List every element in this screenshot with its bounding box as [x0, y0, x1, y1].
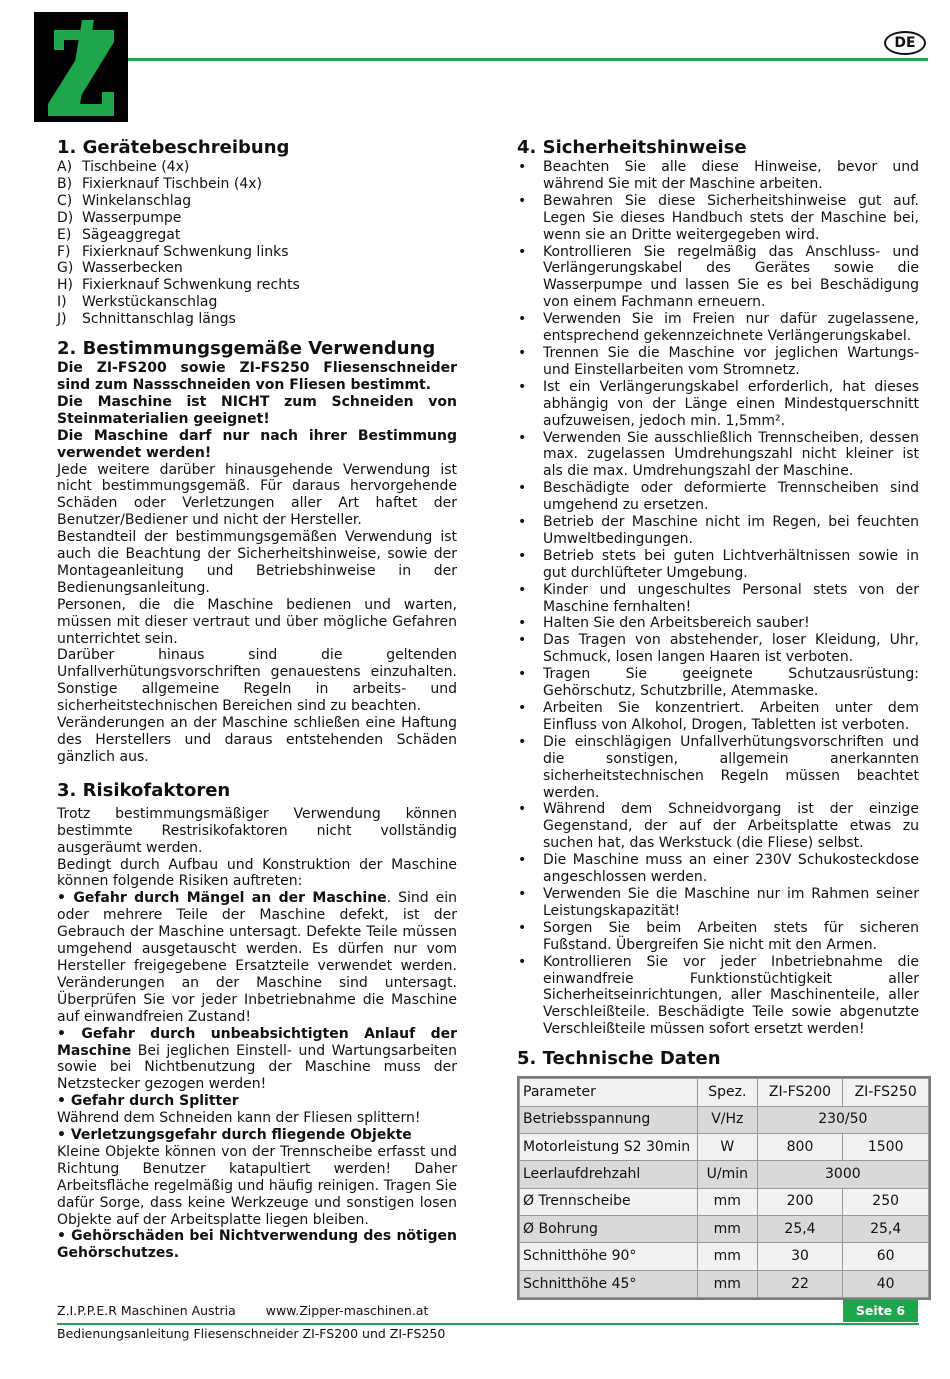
safety-item: • Bewahren Sie diese Sicherheitshinweise gut auf. Legen Sie dieses Handbuch stets der Maschine bei, wenn sie an Dritte weitergegeben wird.: [517, 193, 919, 244]
part-label: Fixierknauf Schwenkung links: [82, 243, 289, 260]
risk-item: [57, 890, 457, 1025]
safety-item: • Während dem Schneidvorgang ist der einzige Gegenstand, der auf der Arbeitsplatte etwas zu suchen hat, das Werkstuck (die Fliese) selbst.: [517, 801, 919, 852]
safety-item: • Arbeiten Sie konzentriert. Arbeiten unter dem Einfluss von Alkohol, Drogen, Tabletten ist verboten.: [517, 700, 919, 734]
section-title-tech-data: 5. Technische Daten: [517, 1048, 721, 1070]
risk-heading: • Gefahr durch Splitter: [57, 1093, 239, 1110]
part-item: [57, 294, 457, 311]
risk-heading: • Gehörschäden bei Nichtverwendung des nötigen Gehörschutzes.: [57, 1228, 457, 1262]
part-item: [57, 159, 457, 176]
table-cell: 60: [843, 1243, 929, 1270]
part-label: Fixierknauf Schwenkung rechts: [82, 277, 300, 294]
table-cell: mm: [697, 1270, 757, 1297]
risk-intro: Bedingt durch Aufbau und Konstruktion der Maschine können folgende Risiken auftreten:: [57, 856, 457, 890]
safety-item: • Tragen Sie geeignete Schutzausrüstung: Gehörschutz, Schutzbrille, Atemmaske.: [517, 666, 919, 700]
safety-item: • Halten Sie den Arbeitsbereich sauber!: [517, 615, 919, 632]
part-item: [57, 244, 457, 261]
footer-company: Z.I.P.P.E.R Maschinen Austria: [57, 1303, 236, 1318]
safety-item: • Beschädigte oder deformierte Trennscheiben sind umgehend zu ersetzen.: [517, 480, 919, 514]
tech-data-table: [519, 1078, 929, 1298]
table-cell: Motorleistung S2 30min: [520, 1133, 698, 1160]
left-column: [57, 137, 457, 1262]
table-cell: 25,4: [843, 1216, 929, 1243]
safety-item: • Die Maschine muss an einer 230V Schukosteckdose angeschlossen werden.: [517, 852, 919, 886]
table-cell: Schnitthöhe 45°: [520, 1270, 698, 1297]
part-item: [57, 227, 457, 244]
risk-heading: • Gefahr durch Mängel an der Maschine: [57, 890, 387, 907]
part-key: H): [57, 277, 73, 294]
page-number-badge: Seite 6: [843, 1300, 918, 1322]
table-cell: Betriebsspannung: [520, 1106, 698, 1133]
part-label: Fixierknauf Tischbein (4x): [82, 175, 262, 192]
safety-item: • Verwenden Sie die Maschine nur im Rahmen seiner Leistungskapazität!: [517, 886, 919, 920]
part-item: [57, 260, 457, 277]
header-rule: [128, 58, 928, 61]
table-cell: 30: [757, 1243, 843, 1270]
footer-line: [57, 1303, 428, 1318]
safety-item: • Trennen Sie die Maschine vor jeglichen Wartungs- und Einstellarbeiten vom Stromnetz.: [517, 345, 919, 379]
safety-item: • Kinder und ungeschultes Personal stets von der Maschine fernhalten!: [517, 582, 919, 616]
footer-website: www.Zipper-maschinen.at: [265, 1303, 429, 1318]
part-item: [57, 277, 457, 294]
language-badge: DE: [884, 31, 926, 55]
safety-item: • Kontrollieren Sie regelmäßig das Anschluss- und Verlängerungskabel des Gerätes sowie die Wasserpumpe und lassen Sie es bei Beschädigung von einem Fachmann erneuern.: [517, 244, 919, 312]
part-key: E): [57, 226, 72, 243]
part-key: D): [57, 209, 74, 226]
part-item: [57, 193, 457, 210]
table-row: [520, 1270, 929, 1297]
risk-item: [57, 1026, 457, 1094]
section-title-description: 1. Gerätebeschreibung: [57, 137, 290, 158]
table-header-row: [520, 1079, 929, 1106]
part-label: Werkstückanschlag: [82, 294, 218, 311]
table-cell: W: [697, 1133, 757, 1160]
table-header-cell: Parameter: [520, 1079, 698, 1106]
safety-item: • Betrieb stets bei guten Lichtverhältnissen sowie in gut durchlüfteter Umgebung.: [517, 548, 919, 582]
safety-item: • Das Tragen von abstehender, loser Kleidung, Uhr, Schmuck, losen langen Haaren ist verboten.: [517, 632, 919, 666]
safety-item: • Betrieb der Maschine nicht im Regen, bei feuchten Umweltbedingungen.: [517, 514, 919, 548]
section-title-risks: 3. Risikofaktoren: [57, 779, 231, 801]
risk-text: . Sind ein oder mehrere Teile der Maschine defekt, ist der Gebrauch der Maschine untersagt. Defekte Teile müssen umgehend ausgetauscht werden. Es dürfen nur vom Hersteller freigegebene Ersatzteile verwendet werden. Veränderungen an der Maschine sind untersagt. Überprüfen Sie vor jeder Inbetriebnahme die Maschine auf einwandfreien Zustand!: [57, 890, 457, 1025]
table-cell: 25,4: [757, 1216, 843, 1243]
part-key: C): [57, 192, 73, 209]
table-cell: 200: [757, 1188, 843, 1215]
part-item: [57, 210, 457, 227]
table-row: [520, 1106, 929, 1133]
footer-manual-title: Bedienungsanleitung Fliesenschneider ZI-FS200 und ZI-FS250: [57, 1326, 446, 1341]
part-item: [57, 176, 457, 193]
part-label: Tischbeine (4x): [82, 159, 190, 175]
footer-rule: [57, 1323, 919, 1325]
table-row: [520, 1188, 929, 1215]
part-label: Sägeaggregat: [82, 226, 181, 243]
table-cell: mm: [697, 1243, 757, 1270]
section-title-intended-use: 2. Bestimmungsgemäße Verwendung: [57, 338, 436, 360]
part-key: F): [57, 243, 71, 260]
intended-use-bold-3: Die Maschine darf nur nach ihrer Bestimmung verwendet werden!: [57, 427, 457, 461]
intended-use-paragraph: Jede weitere darüber hinausgehende Verwendung ist nicht bestimmungsgemäß. Für daraus hervorgehende Schäden oder Verletzungen aller Art haftet der Benutzer/Bediener und nicht der Hersteller.: [57, 461, 457, 529]
risk-heading: • Verletzungsgefahr durch fliegende Objekte: [57, 1127, 412, 1144]
table-header-cell: ZI-FS200: [757, 1079, 843, 1106]
risk-text: Bei jeglichen Einstell- und Wartungsarbeiten sowie bei Nichtbenutzung der Maschine muss der Netzstecker gezogen werden!: [57, 1042, 457, 1093]
table-cell: 3000: [757, 1161, 928, 1188]
safety-item: • Ist ein Verlängerungskabel erforderlich, hat dieses abhängig von der Länge einen Mindestquerschnitt aufzuweisen, jedoch min. 1,5mm².: [517, 379, 919, 430]
safety-item: • Beachten Sie alle diese Hinweise, bevor und während Sie mit der Maschine arbeiten.: [517, 159, 919, 193]
table-header-cell: Spez.: [697, 1079, 757, 1106]
safety-item: • Die einschlägigen Unfallverhütungsvorschriften und die sonstigen, allgemein anerkannten sicherheitstechnischen Regeln müssen beachtet werden.: [517, 734, 919, 802]
table-cell: Ø Trennscheibe: [520, 1188, 698, 1215]
table-cell: 250: [843, 1188, 929, 1215]
table-cell: Ø Bohrung: [520, 1216, 698, 1243]
parts-list: [57, 159, 457, 328]
table-cell: U/min: [697, 1161, 757, 1188]
intended-use-paragraph: Veränderungen an der Maschine schließen eine Haftung des Herstellers und daraus entstehenden Schäden gänzlich aus.: [57, 715, 457, 765]
table-cell: Leerlaufdrehzahl: [520, 1161, 698, 1188]
intended-use-paragraph: Bestandteil der bestimmungsgemäßen Verwendung ist auch die Beachtung der Sicherheitshinweise, sowie der Montageanleitung und Betriebshinweise in der Bedienungsanleitung.: [57, 529, 457, 596]
zipper-logo: [34, 12, 128, 122]
table-cell: Schnitthöhe 90°: [520, 1243, 698, 1270]
safety-item: • Kontrollieren Sie vor jeder Inbetriebnahme die einwandfreie Funktionstüchtigkeit aller Sicherheitseinrichtungen, aller Maschinenteile, aller Verschleißteile. Beschädigte Teile sowie abgenutzte Verschleißteile müssen sofort ersetzt werden!: [517, 954, 919, 1039]
part-item: [57, 311, 457, 328]
part-label: Schnittanschlag längs: [82, 311, 236, 328]
table-row: [520, 1133, 929, 1160]
risk-heading: • Gefahr durch unbeabsichtigten Anlauf der Maschine: [57, 1025, 457, 1059]
tech-data-table-frame: [517, 1076, 931, 1300]
table-header-cell: ZI-FS250: [843, 1079, 929, 1106]
safety-item: • Verwenden Sie im Freien nur dafür zugelassene, entsprechend gekennzeichnete Verlängerungskabel.: [517, 311, 919, 345]
table-cell: 800: [757, 1133, 843, 1160]
table-row: [520, 1216, 929, 1243]
table-cell: 230/50: [757, 1106, 928, 1133]
intended-use-paragraph: Darüber hinaus sind die geltenden Unfallverhütungsvorschriften genauestens einzuhalten. Sonstige allgemeine Regeln in arbeits- und sicherheitstechnischen Bereichen sind zu beachten.: [57, 647, 457, 715]
part-label: Winkelanschlag: [82, 192, 192, 209]
table-cell: 1500: [843, 1133, 929, 1160]
table-cell: mm: [697, 1188, 757, 1215]
table-cell: 22: [757, 1270, 843, 1297]
risk-intro: Trotz bestimmungsmäßiger Verwendung können bestimmte Restrisikofaktoren nicht vollständig ausgeräumt werden.: [57, 805, 457, 856]
safety-list: [517, 159, 919, 1038]
part-key: J): [57, 311, 67, 328]
section-title-safety: 4. Sicherheitshinweise: [517, 137, 747, 158]
safety-item: • Verwenden Sie ausschließlich Trennscheiben, dessen max. zugelassen Umdrehungszahl nicht kleiner ist als die max. Umdrehungszahl der Maschine.: [517, 430, 919, 481]
part-key: A): [57, 159, 73, 175]
table-cell: 40: [843, 1270, 929, 1297]
risk-text: Während dem Schneiden kann der Fliesen splittern!: [57, 1110, 421, 1127]
part-key: G): [57, 260, 74, 277]
right-column: [517, 137, 919, 1305]
intended-use-bold-1: Die ZI-FS200 sowie ZI-FS250 Fliesenschneider sind zum Nassschneiden von Fliesen bestimmt.: [57, 360, 457, 393]
intended-use-bold-2: Die Maschine ist NICHT zum Schneiden von Steinmaterialien geeignet!: [57, 393, 457, 427]
risk-text: Kleine Objekte können von der Trennscheibe erfasst und Richtung Benutzer katapultiert werden! Daher Arbeitsfläche regelmäßig und häufig reinigen. Tragen Sie dafür Sorge, dass keine Werkzeuge und sonstigen losen Objekte auf der Arbeitsplatte liegen bleiben.: [57, 1143, 457, 1228]
table-cell: mm: [697, 1216, 757, 1243]
table-row: [520, 1161, 929, 1188]
part-key: B): [57, 175, 73, 192]
intended-use-paragraph: Personen, die die Maschine bedienen und warten, müssen mit dieser vertraut und über mögliche Gefahren unterrichtet sein.: [57, 596, 457, 647]
part-key: I): [57, 294, 67, 311]
safety-item: • Sorgen Sie beim Arbeiten stets für sicheren Fußstand. Übergreifen Sie nicht mit den Armen.: [517, 920, 919, 954]
part-label: Wasserbecken: [82, 260, 183, 277]
part-label: Wasserpumpe: [82, 209, 182, 226]
table-cell: V/Hz: [697, 1106, 757, 1133]
table-row: [520, 1243, 929, 1270]
